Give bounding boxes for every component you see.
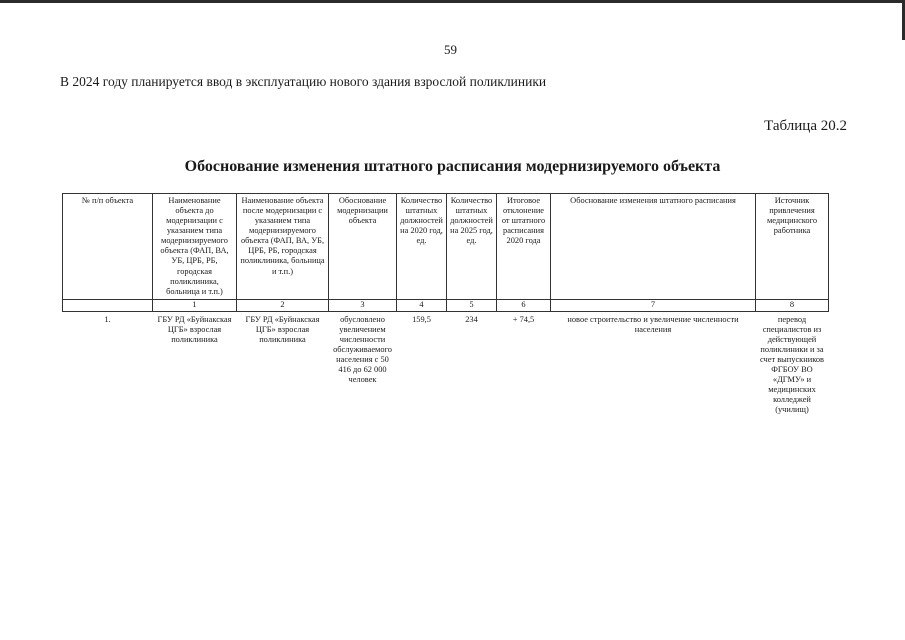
header-cell-justification: Обоснование модернизации объекта: [329, 194, 397, 300]
staff-2025-cell: 234: [465, 314, 478, 324]
row-number-cell: 1.: [104, 314, 111, 324]
justification-cell: обусловлено увеличением численности обслуживаемого населения с 50 416 до 62 000 человек: [333, 314, 392, 385]
deviation-cell: + 74,5: [512, 314, 535, 324]
header-cell-number: № п/п объекта: [63, 194, 153, 300]
scan-top-border: [0, 0, 905, 3]
name-after-cell: ГБУ РД «Буйнакская ЦГБ» взрослая поликлиника: [245, 314, 320, 344]
table-header-row: [63, 194, 829, 300]
column-number-cell: 4: [397, 299, 447, 311]
change-reason-cell: новое строительство и увеличение численности населения: [567, 314, 739, 334]
header-cell-name-before: Наименование объекта до модернизации с указанием типа модернизируемого объекта (ФАП, ВА, УБ, ЦРБ, РБ, городская поликлиника, больница и т.п.): [153, 194, 237, 300]
intro-paragraph: В 2024 году планируется ввод в эксплуатацию нового здания взрослой поликлиники: [60, 74, 547, 89]
column-number-cell: 2: [237, 299, 329, 311]
column-number-cell: 7: [551, 299, 756, 311]
table-label: Таблица 20.2: [764, 118, 847, 134]
staffing-table: [62, 193, 829, 418]
staff-2020-cell: 159,5: [412, 314, 431, 324]
table-row: [63, 311, 829, 417]
column-number-cell: 3: [329, 299, 397, 311]
column-number-row: [63, 299, 829, 311]
name-before-cell: ГБУ РД «Буйнакская ЦГБ» взрослая поликлиника: [157, 314, 232, 344]
source-cell: перевод специалистов из действующей поликлиники и за счет выпускников ФГБОУ ВО «ДГМУ» и медицинских колледжей (училищ): [759, 314, 825, 415]
column-number-cell: 1: [153, 299, 237, 311]
header-cell-staff-2020: Количество штатных должностей на 2020 год, ед.: [397, 194, 447, 300]
header-cell-change-reason: Обоснование изменения штатного расписания: [551, 194, 756, 300]
column-number-cell: [63, 299, 153, 311]
column-number-cell: 8: [756, 299, 829, 311]
header-cell-staff-2025: Количество штатных должностей на 2025 год, ед.: [447, 194, 497, 300]
column-number-cell: 6: [497, 299, 551, 311]
page-number: 59: [444, 42, 457, 57]
column-number-cell: 5: [447, 299, 497, 311]
header-cell-deviation: Итоговое отклонение от штатного расписания 2020 года: [497, 194, 551, 300]
header-cell-source: Источник привлечения медицинского работника: [756, 194, 829, 300]
header-cell-name-after: Наименование объекта после модернизации с указанием типа модернизируемого объекта (ФАП, ВА, УБ, ЦРБ, РБ, городская поликлиника, больница и т.п.): [237, 194, 329, 300]
table-title: Обоснование изменения штатного расписания модернизируемого объекта: [184, 158, 721, 175]
